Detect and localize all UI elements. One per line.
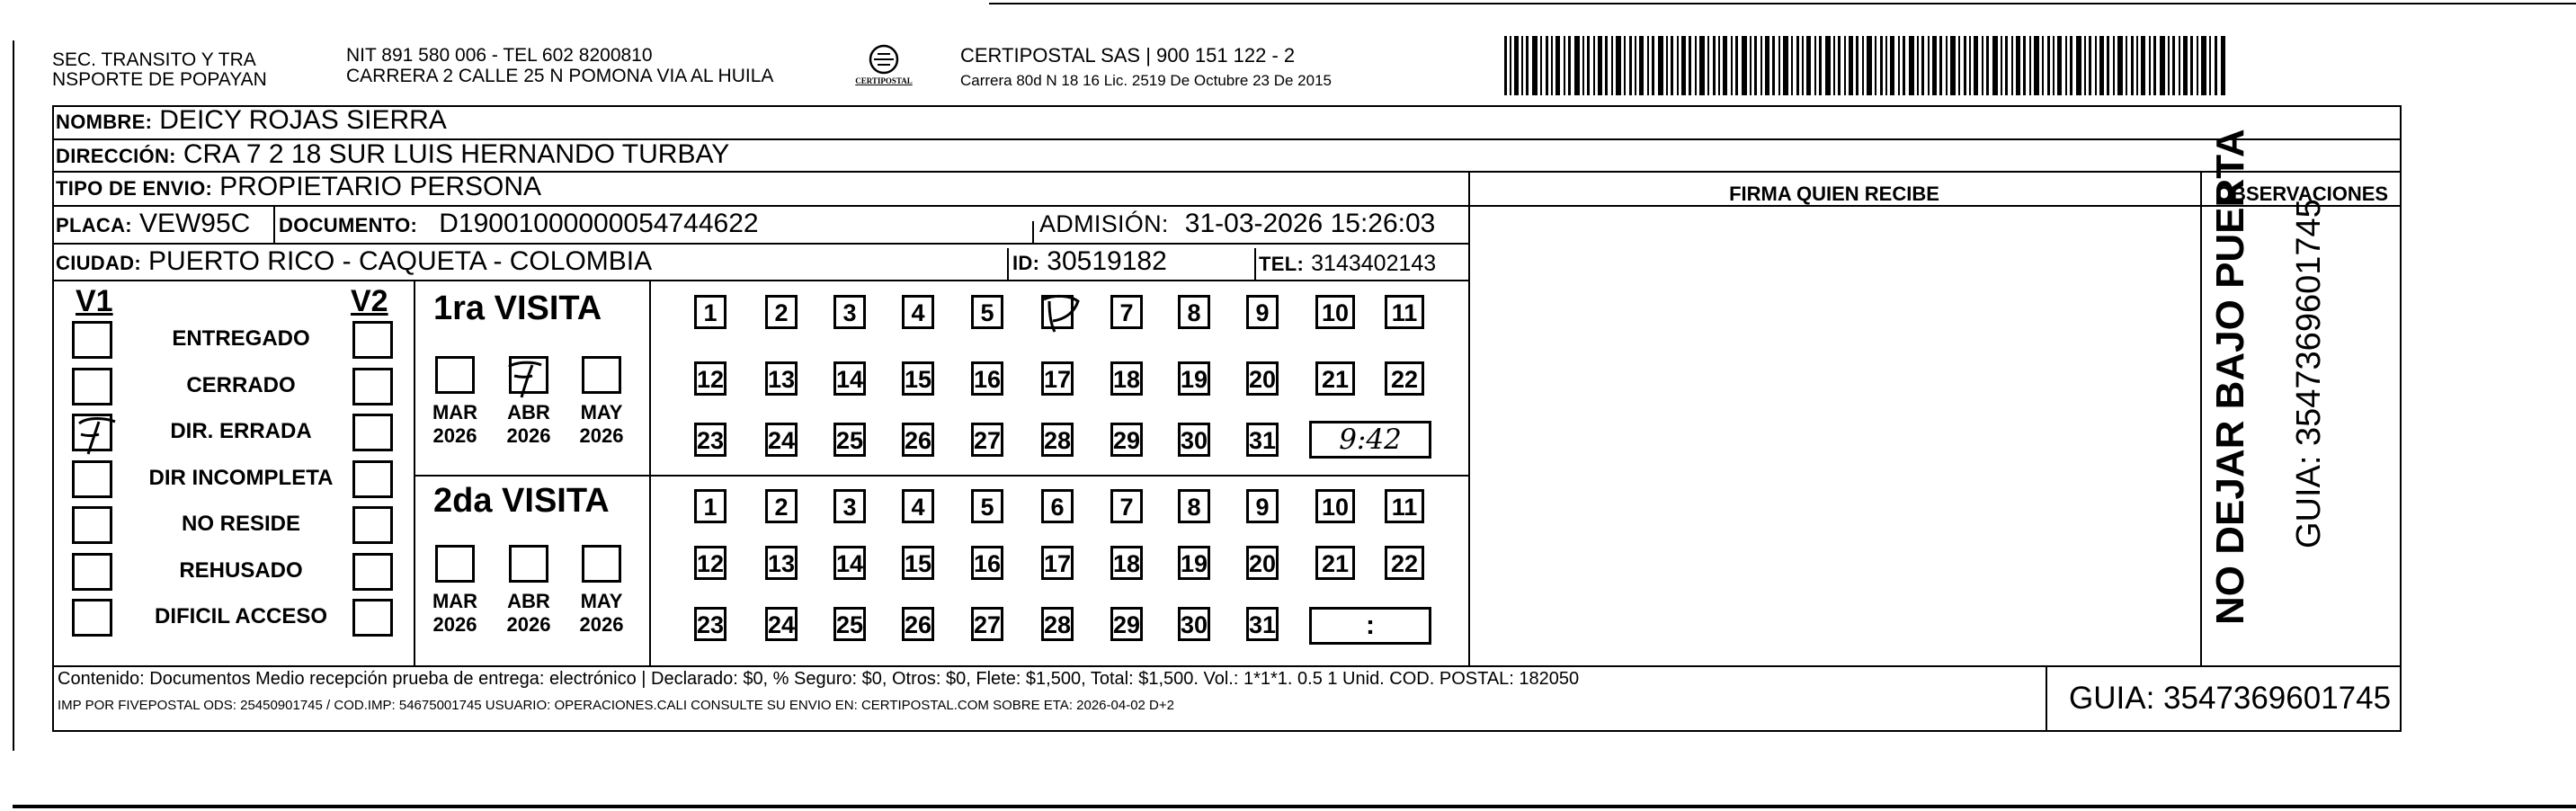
admision-field <box>1039 209 1435 239</box>
tipo-envio-value: PROPIETARIO PERSONA <box>219 172 542 201</box>
status-label: CERRADO <box>186 372 296 397</box>
tel-field <box>1259 248 1436 278</box>
placa-field <box>56 209 250 239</box>
visit2-time-box <box>1309 607 1431 645</box>
visit2-day-box[interactable]: 14 <box>833 546 866 580</box>
nombre-field <box>56 105 447 136</box>
top-border-line <box>989 3 2576 4</box>
logo-wordmark: CERTIPOSTAL <box>855 76 913 85</box>
visit2-day-box[interactable]: 9 <box>1246 489 1279 523</box>
visit2-day-box[interactable]: 4 <box>902 489 934 523</box>
visit1-day-box[interactable]: 25 <box>833 423 866 457</box>
visit2-day-box[interactable]: 20 <box>1246 546 1279 580</box>
status-v1-checkbox[interactable] <box>72 506 112 544</box>
status-v2-checkbox[interactable] <box>352 368 393 406</box>
visit2-day-box[interactable]: 15 <box>902 546 934 580</box>
v1-label: V1 <box>76 284 113 318</box>
cell-divider <box>1007 248 1009 280</box>
admision-value: 31-03-2026 15:26:03 <box>1184 209 1436 238</box>
visit2-day-box[interactable]: 27 <box>971 607 1003 641</box>
visit1-day-box[interactable]: 20 <box>1246 361 1279 396</box>
courier-name: CERTIPOSTAL SAS | 900 151 122 - 2 <box>960 44 1296 67</box>
visit1-day-box[interactable]: 22 <box>1385 361 1424 396</box>
status-label: DIR. ERRADA <box>170 419 312 443</box>
direccion-label: DIRECCIÓN: <box>56 145 176 167</box>
visit1-day-box[interactable]: 31 <box>1246 423 1279 457</box>
visit-divider <box>649 280 651 665</box>
status-label: REHUSADO <box>179 557 303 583</box>
certipostal-logo <box>852 40 915 99</box>
visit1-day-box[interactable]: 12 <box>694 361 726 396</box>
status-v2-checkbox[interactable] <box>352 599 393 637</box>
tel-label: TEL: <box>1259 253 1305 275</box>
footer-guia-number: GUIA: 3547369601745 <box>2069 681 2392 716</box>
footer-imp-line: IMP POR FIVEPOSTAL ODS: 25450901745 / COD.IMP: 54675001745 USUARIO: OPERACIONES.CALI CONSULTE SU ENVIO EN: CERTIPOSTAL.COM SOBRE ETA: 2026-04-02 D+2 <box>58 698 1174 713</box>
visit1-day-box[interactable]: 29 <box>1110 423 1143 457</box>
status-v2-checkbox[interactable] <box>352 553 393 591</box>
visit1-day-box[interactable]: 24 <box>765 423 798 457</box>
visit2-day-box[interactable]: 12 <box>694 546 726 580</box>
visit-separator <box>414 475 1468 477</box>
visit1-day-box[interactable]: 7 <box>1110 295 1143 329</box>
cell-divider <box>1032 221 1034 243</box>
sender-name-line1: SEC. TRANSITO Y TRA <box>52 49 256 70</box>
visit2-day-box[interactable]: 19 <box>1178 546 1210 580</box>
ciudad-value: PUERTO RICO - CAQUETA - COLOMBIA <box>148 246 653 276</box>
documento-value: D19001000000054744622 <box>439 209 759 238</box>
tel-value: 3143402143 <box>1311 251 1437 276</box>
visit2-day-box[interactable]: 7 <box>1110 489 1143 523</box>
visit2-day-box[interactable]: 23 <box>694 607 726 641</box>
visit2-day-box[interactable]: 13 <box>765 546 798 580</box>
visit2-day-box[interactable]: 25 <box>833 607 866 641</box>
placa-label: PLACA: <box>56 214 132 236</box>
visit2-month-year: 2026 <box>579 613 624 636</box>
visit2-day-box[interactable]: 1 <box>694 489 726 523</box>
visit1-day-box[interactable]: 1 <box>694 295 726 329</box>
barcode <box>1504 36 2225 95</box>
visit1-day-box[interactable]: 14 <box>833 361 866 396</box>
visit2-day-box[interactable]: 29 <box>1110 607 1143 641</box>
visit2-day-box[interactable]: 3 <box>833 489 866 523</box>
visit2-day-box[interactable]: 26 <box>902 607 934 641</box>
status-v1-checkbox[interactable] <box>72 553 112 591</box>
visit1-day-box[interactable]: 2 <box>765 295 798 329</box>
visit1-title: 1ra VISITA <box>433 290 602 327</box>
visit2-month-name: ABR <box>507 590 550 612</box>
visit1-month-year: 2026 <box>579 424 624 447</box>
visit1-day-box[interactable]: 13 <box>765 361 798 396</box>
status-label: ENTREGADO <box>172 326 310 351</box>
status-v2-checkbox[interactable] <box>352 506 393 544</box>
visit2-day-box[interactable]: 5 <box>971 489 1003 523</box>
visit2-month-name: MAY <box>580 590 623 612</box>
visit1-day-box[interactable]: 16 <box>971 361 1003 396</box>
visit1-day-box[interactable]: 11 <box>1385 295 1424 329</box>
status-v2-checkbox[interactable] <box>352 414 393 451</box>
visit1-day-box[interactable]: 10 <box>1315 295 1355 329</box>
observaciones-panel-left-border <box>2200 171 2202 665</box>
visit2-day-box[interactable]: 11 <box>1385 489 1424 523</box>
no-dejar-bajo-puerta-text: NO DEJAR BAJO PUERTA <box>2208 129 2252 625</box>
courier-address: Carrera 80d N 18 16 Lic. 2519 De Octubre 23 De 2015 <box>960 72 1332 89</box>
visit2-day-box[interactable]: 24 <box>765 607 798 641</box>
visit1-month-name: ABR <box>507 401 550 423</box>
v2-label: V2 <box>351 284 388 318</box>
visit2-month-checkbox[interactable] <box>509 545 548 583</box>
sender-nit: NIT 891 580 006 - TEL 602 8200810 <box>346 45 653 66</box>
left-edge-line <box>13 40 14 751</box>
status-label: NO RESIDE <box>181 512 301 536</box>
visit1-day-box[interactable]: 8 <box>1178 295 1210 329</box>
visit2-day-box[interactable]: 18 <box>1110 546 1143 580</box>
id-value: 30519182 <box>1047 246 1167 276</box>
status-v2-checkbox[interactable] <box>352 321 393 359</box>
status-label: DIFICIL ACCESO <box>154 604 327 628</box>
footer-guia-box <box>2046 665 2402 732</box>
visit2-month-year: 2026 <box>506 613 551 636</box>
visit1-day-box[interactable]: 5 <box>971 295 1003 329</box>
visit2-day-box[interactable]: 6 <box>1041 489 1074 523</box>
visit2-time-placeholder: : <box>1366 610 1375 640</box>
observaciones-header: OBSERVACIONES <box>2215 183 2389 205</box>
visit2-day-box[interactable]: 31 <box>1246 607 1279 641</box>
visit1-day-box[interactable]: 27 <box>971 423 1003 457</box>
nombre-label: NOMBRE: <box>56 111 153 133</box>
admision-label: ADMISIÓN: <box>1039 210 1169 237</box>
visit1-month-year: 2026 <box>432 424 477 447</box>
tipo-envio-label: TIPO DE ENVIO: <box>56 177 213 200</box>
visit2-month-checkbox[interactable] <box>435 545 475 583</box>
bottom-border-line <box>13 805 2576 808</box>
status-v1-checkbox[interactable] <box>72 368 112 406</box>
visit1-day-box[interactable]: 4 <box>902 295 934 329</box>
ciudad-label: CIUDAD: <box>56 252 141 274</box>
visit2-month-name: MAR <box>432 590 478 612</box>
visit2-day-box[interactable]: 17 <box>1041 546 1074 580</box>
tipo-envio-field <box>56 172 541 202</box>
visit1-time-handwritten: 9:42 <box>1339 423 1402 456</box>
handwritten-check-dir-errada <box>76 416 120 456</box>
status-v1-checkbox[interactable] <box>72 460 112 498</box>
handwritten-check-abr <box>505 360 547 401</box>
visit2-day-box[interactable]: 28 <box>1041 607 1074 641</box>
visit1-day-box[interactable]: 28 <box>1041 423 1074 457</box>
documento-label: DOCUMENTO: <box>279 214 418 236</box>
visit2-day-box[interactable]: 10 <box>1315 489 1355 523</box>
id-label: ID: <box>1012 252 1040 274</box>
visit2-month-checkbox[interactable] <box>582 545 621 583</box>
documento-field <box>279 209 759 239</box>
visit1-month-checkbox[interactable] <box>582 356 621 394</box>
cell-divider <box>273 205 275 243</box>
visit1-month-year: 2026 <box>506 424 551 447</box>
nombre-value: DEICY ROJAS SIERRA <box>159 105 447 135</box>
visit2-day-box[interactable]: 30 <box>1178 607 1210 641</box>
placa-value: VEW95C <box>138 209 251 238</box>
visit2-day-box[interactable]: 2 <box>765 489 798 523</box>
visit1-time-box <box>1309 421 1431 459</box>
direccion-value: CRA 7 2 18 SUR LUIS HERNANDO TURBAY <box>183 139 730 169</box>
cell-divider <box>1254 248 1256 280</box>
id-field <box>1012 246 1167 277</box>
visit2-day-box[interactable]: 8 <box>1178 489 1210 523</box>
firma-header: FIRMA QUIEN RECIBE <box>1729 183 1939 205</box>
visit2-month-year: 2026 <box>432 613 477 636</box>
status-label: DIR INCOMPLETA <box>148 465 334 490</box>
visit1-month-checkbox[interactable] <box>435 356 475 394</box>
visit1-day-box[interactable]: 15 <box>902 361 934 396</box>
ciudad-field <box>56 246 652 277</box>
visit1-day-box[interactable]: 23 <box>694 423 726 457</box>
sender-name-line2: NSPORTE DE POPAYAN <box>52 69 267 90</box>
visit1-day-box[interactable]: 21 <box>1315 361 1355 396</box>
row-divider <box>52 243 1468 245</box>
visit1-day-box[interactable]: 17 <box>1041 361 1074 396</box>
handwritten-mark-day-6 <box>1038 292 1083 335</box>
guia-vertical-text: GUIA: 3547369601745 <box>2290 199 2328 548</box>
visit2-day-box[interactable]: 21 <box>1315 546 1355 580</box>
status-v1-checkbox[interactable] <box>72 321 112 359</box>
footer-contenido: Contenido: Documentos Medio recepción prueba de entrega: electrónico | Declarado: $0, % Seguro: $0, Otros: $0, Flete: $1,500, Total: $1,500. Vol.: 1*1*1. 0.5 1 Unid. COD. POSTAL: 182050 <box>58 669 1580 689</box>
visit1-day-box[interactable]: 30 <box>1178 423 1210 457</box>
visit1-month-name: MAR <box>432 401 478 423</box>
status-v2-checkbox[interactable] <box>352 460 393 498</box>
visit2-day-box[interactable]: 16 <box>971 546 1003 580</box>
direccion-field <box>56 139 729 170</box>
visit2-title: 2da VISITA <box>433 482 610 520</box>
visit1-day-box[interactable]: 19 <box>1178 361 1210 396</box>
visit1-month-name: MAY <box>580 401 623 423</box>
sender-address: CARRERA 2 CALLE 25 N POMONA VIA AL HUILA <box>346 66 774 86</box>
visit1-day-box[interactable]: 3 <box>833 295 866 329</box>
visit1-day-box[interactable]: 9 <box>1246 295 1279 329</box>
status-v1-checkbox[interactable] <box>72 599 112 637</box>
visit1-day-box[interactable]: 26 <box>902 423 934 457</box>
row-divider <box>52 205 1468 207</box>
visit2-day-box[interactable]: 22 <box>1385 546 1424 580</box>
visit1-day-box[interactable]: 18 <box>1110 361 1143 396</box>
